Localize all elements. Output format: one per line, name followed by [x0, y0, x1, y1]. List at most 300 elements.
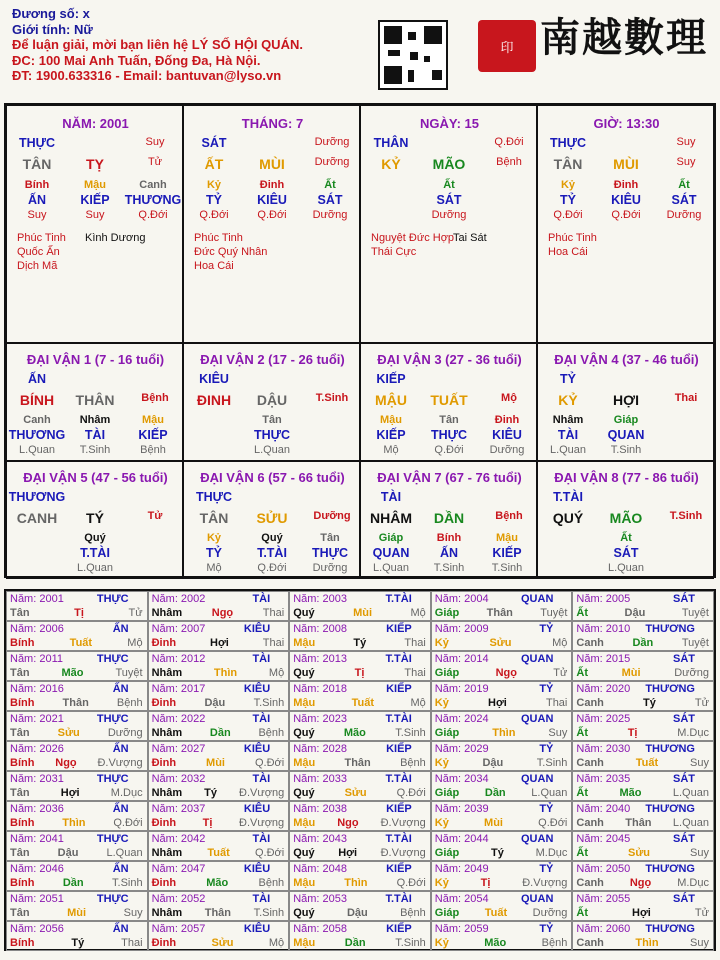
year-stem: Bính — [10, 757, 35, 769]
year-branch: Ngọ — [55, 757, 77, 769]
hidden-state: L.Quan — [76, 562, 114, 574]
year-cell[interactable] — [431, 771, 573, 801]
dai-van-cell[interactable] — [537, 343, 714, 461]
year-god: KIẾP — [386, 743, 412, 755]
year-branch: Dần — [484, 787, 506, 799]
hidden-stem: Mậu — [380, 414, 402, 426]
dai-van-title[interactable]: ĐẠI VẬN 6 (57 - 66 tuổi) — [200, 470, 345, 485]
pillar-cell — [537, 105, 714, 343]
year-cell[interactable] — [148, 861, 290, 891]
dai-van-state: Mộ — [501, 392, 517, 404]
dai-van-cell[interactable] — [360, 343, 537, 461]
dai-van-god: THỰC — [195, 490, 233, 504]
year-branch: Sửu — [211, 937, 234, 949]
year-label: Năm: 2013 — [293, 653, 347, 665]
year-cell[interactable] — [572, 711, 714, 741]
year-stem: Đinh — [151, 697, 177, 709]
year-god: THỰC — [96, 773, 129, 785]
year-state: Dưỡng — [107, 727, 143, 739]
year-god: KIÊU — [243, 683, 271, 695]
pillar-stem: KỶ — [381, 156, 401, 172]
hidden-state: Q.Đới — [434, 444, 464, 456]
hidden-god: SÁT — [436, 193, 462, 207]
pillar-stem: TÂN — [22, 156, 52, 172]
year-stem: Quý — [293, 607, 315, 619]
year-state: L.Quan — [672, 787, 709, 799]
year-label: Năm: 2010 — [576, 623, 631, 635]
year-state: Mộ — [410, 697, 426, 709]
year-branch: Dậu — [204, 697, 226, 709]
pillar-cell — [183, 105, 360, 343]
year-branch: Thìn — [213, 667, 238, 679]
year-cell[interactable] — [572, 741, 714, 771]
year-cell[interactable] — [572, 831, 714, 861]
year-stem: Mậu — [293, 697, 316, 709]
year-cell[interactable] — [289, 831, 431, 861]
hidden-stem: Tân — [439, 414, 459, 426]
year-cell[interactable] — [431, 921, 573, 951]
year-stem: Nhâm — [151, 907, 183, 919]
year-state: L.Quan — [106, 847, 143, 859]
year-god: KIÊU — [243, 623, 271, 635]
year-label: Năm: 2009 — [434, 623, 489, 635]
year-state: Tuyệt — [681, 607, 709, 619]
year-god: TÀI — [252, 773, 271, 785]
year-state: Dưỡng — [674, 667, 709, 679]
year-stem: Tân — [10, 787, 30, 799]
year-god: TÀI — [252, 833, 271, 845]
hidden-state: Dưỡng — [431, 209, 467, 221]
year-branch: Thìn — [492, 727, 516, 739]
year-label: Năm: 2037 — [151, 803, 206, 815]
year-cell[interactable] — [6, 831, 148, 861]
year-cell[interactable] — [572, 771, 714, 801]
hidden-god: TÀI — [84, 428, 106, 442]
dai-van-cell[interactable] — [6, 461, 183, 579]
year-branch: Thân — [204, 907, 232, 919]
year-label: Năm: 2030 — [576, 743, 631, 755]
year-stem: Kỷ — [434, 637, 449, 649]
pillar-title: GIỜ: 13:30 — [593, 116, 660, 131]
year-state: Đ.Vượng — [522, 877, 568, 889]
dai-van-branch: DẬU — [256, 392, 288, 408]
year-state: T.Sinh — [253, 907, 285, 919]
year-label: Năm: 2035 — [576, 773, 631, 785]
year-god: THƯƠNG — [645, 623, 695, 635]
dai-van-state: Tử — [147, 510, 163, 522]
year-state: Thai — [404, 667, 426, 679]
year-cell[interactable] — [6, 771, 148, 801]
year-label: Năm: 2024 — [434, 713, 489, 725]
hidden-state: L.Quan — [253, 444, 291, 456]
star-name: Phúc Tinh — [194, 232, 243, 244]
star-name: Phúc Tinh — [17, 232, 66, 244]
dai-van-branch: THÂN — [75, 392, 115, 408]
year-branch: Sửu — [489, 637, 512, 649]
hidden-stem: Ất — [443, 179, 455, 191]
year-state: Đ.Vượng — [239, 817, 285, 829]
year-cell[interactable] — [289, 711, 431, 741]
dai-van-title[interactable]: ĐẠI VẬN 4 (37 - 46 tuổi) — [554, 352, 699, 367]
year-cell[interactable] — [148, 771, 290, 801]
year-stem: Ất — [576, 847, 588, 859]
year-label: Năm: 2025 — [576, 713, 631, 725]
hidden-state: L.Quan — [372, 562, 410, 574]
year-state: Thai — [545, 697, 568, 709]
year-cell[interactable] — [431, 831, 573, 861]
hidden-god: T.TÀI — [257, 546, 287, 560]
year-god: SÁT — [672, 593, 695, 605]
year-cell[interactable] — [289, 771, 431, 801]
year-stem: Đinh — [151, 637, 177, 649]
year-stem: Ất — [576, 907, 588, 919]
year-stem: Kỷ — [434, 697, 449, 709]
year-state: Mộ — [268, 937, 285, 949]
year-cell[interactable] — [148, 741, 290, 771]
hidden-stem: Kỷ — [206, 532, 222, 544]
year-label: Năm: 2034 — [434, 773, 489, 785]
year-cell[interactable] — [431, 681, 573, 711]
gioi-label: Giới tính: Nữ — [12, 21, 93, 37]
so-label: Đương số: x — [12, 6, 90, 21]
pillar-branch: MÙI — [613, 156, 639, 172]
year-label: Năm: 2044 — [434, 833, 489, 845]
dai-van-god: THƯƠNG — [8, 490, 66, 504]
year-label: Năm: 2016 — [10, 683, 64, 695]
year-cell[interactable] — [572, 891, 714, 921]
year-label: Năm: 2023 — [293, 713, 347, 725]
year-state: L.Quan — [672, 817, 709, 829]
star-list-black — [453, 231, 487, 245]
year-stem: Ất — [576, 727, 588, 739]
pillar-god: THỰC — [18, 136, 56, 150]
year-stem: Mậu — [293, 817, 316, 829]
year-stem: Tân — [10, 667, 30, 679]
year-label: Năm: 2046 — [10, 863, 64, 875]
year-cell[interactable] — [6, 801, 148, 831]
year-cell[interactable] — [289, 921, 431, 951]
hidden-state: L.Quan — [549, 444, 587, 456]
year-state: Tuyệt — [681, 637, 709, 649]
dai-van-title[interactable]: ĐẠI VẬN 5 (47 - 56 tuổi) — [23, 470, 168, 485]
year-cell[interactable] — [6, 621, 148, 651]
year-cell[interactable] — [148, 831, 290, 861]
contact-line-2: ĐC: 100 Mai Anh Tuấn, Đống Đa, Hà Nội. — [12, 52, 261, 68]
year-branch: Tuất — [351, 697, 375, 709]
year-label: Năm: 2060 — [576, 923, 631, 935]
year-cell[interactable] — [572, 651, 714, 681]
year-cell[interactable] — [572, 681, 714, 711]
year-branch: Thân — [625, 817, 652, 829]
hidden-state: Suy — [27, 209, 47, 221]
year-label: Năm: 2028 — [293, 743, 347, 755]
year-label: Năm: 2020 — [576, 683, 631, 695]
dai-van-branch: TÝ — [86, 510, 104, 526]
year-cell[interactable] — [6, 681, 148, 711]
year-cell[interactable] — [431, 621, 573, 651]
year-stem: Canh — [576, 817, 604, 829]
year-cell[interactable] — [431, 591, 573, 621]
year-god: ẤN — [112, 803, 129, 815]
year-god: THỰC — [96, 713, 129, 725]
year-stem: Giáp — [434, 787, 460, 799]
year-state: Mộ — [268, 667, 285, 679]
year-label: Năm: 2052 — [151, 893, 206, 905]
dai-van-god: TỶ — [560, 372, 576, 386]
year-cell[interactable] — [289, 861, 431, 891]
dai-van-title[interactable]: ĐẠI VẬN 2 (17 - 26 tuổi) — [200, 352, 345, 367]
dai-van-cell[interactable] — [6, 343, 183, 461]
year-cell[interactable] — [431, 861, 573, 891]
dai-van-god: TÀI — [380, 490, 402, 504]
year-label: Năm: 2026 — [10, 743, 64, 755]
hidden-stem: Bính — [436, 532, 462, 544]
year-cell[interactable] — [6, 651, 148, 681]
hidden-state: Mộ — [383, 444, 399, 456]
year-cell[interactable] — [6, 861, 148, 891]
year-cell[interactable] — [148, 891, 290, 921]
year-cell[interactable] — [572, 921, 714, 951]
hidden-god: ẤN — [439, 546, 459, 560]
year-label: Năm: 2033 — [293, 773, 347, 785]
contact-line-3[interactable]: ĐT: 1900.633316 - Email: bantuvan@lyso.vn — [12, 68, 282, 83]
year-branch: Dậu — [57, 847, 79, 859]
pillar-branch-state: Suy — [676, 156, 696, 168]
year-stem: Bính — [10, 937, 35, 949]
year-branch: Dần — [209, 727, 231, 739]
hidden-god: TỶ — [206, 193, 222, 207]
year-label: Năm: 2011 — [10, 653, 63, 665]
year-god: T.TÀI — [385, 773, 412, 785]
year-god: QUAN — [521, 593, 554, 605]
year-table — [4, 589, 716, 951]
year-branch: Thìn — [344, 877, 368, 889]
year-state: Đ.Vượng — [239, 787, 285, 799]
hidden-state: Suy — [85, 209, 105, 221]
year-cell[interactable] — [6, 711, 148, 741]
year-branch: Tị — [354, 667, 365, 679]
year-state: Bệnh — [400, 757, 426, 769]
pillar-stem-state: Dưỡng — [314, 136, 350, 148]
year-cell[interactable] — [289, 591, 431, 621]
year-label: Năm: 2032 — [151, 773, 206, 785]
year-branch: Tý — [71, 937, 85, 949]
year-god: TỶ — [539, 623, 554, 635]
star-list-black — [85, 231, 145, 245]
hidden-god: KIẾP — [376, 428, 406, 442]
year-god: ẤN — [112, 923, 129, 935]
year-cell[interactable] — [572, 861, 714, 891]
year-cell[interactable] — [431, 801, 573, 831]
pillar-branch-state: Tử — [147, 156, 163, 168]
year-state: Q.Đới — [254, 847, 285, 859]
year-god: SÁT — [672, 893, 695, 905]
year-state: Tử — [694, 907, 709, 919]
year-cell[interactable] — [148, 681, 290, 711]
year-state: Q.Đới — [396, 787, 426, 799]
hidden-stem: Kỷ — [560, 179, 576, 191]
star-name: Thái Cực — [371, 246, 417, 258]
hidden-state: Mộ — [206, 562, 222, 574]
year-branch: Dần — [632, 637, 654, 649]
pillar-branch: MÙI — [259, 156, 285, 172]
dai-van-title[interactable]: ĐẠI VẬN 8 (77 - 86 tuổi) — [554, 470, 699, 485]
hidden-god: SÁT — [613, 546, 639, 560]
year-branch: Tị — [480, 877, 491, 889]
year-cell[interactable] — [289, 651, 431, 681]
year-cell[interactable] — [6, 741, 148, 771]
year-cell[interactable] — [148, 621, 290, 651]
year-cell[interactable] — [572, 801, 714, 831]
year-cell[interactable] — [6, 891, 148, 921]
dai-van-cell[interactable] — [360, 461, 537, 579]
dai-van-cell[interactable] — [183, 461, 360, 579]
year-cell[interactable] — [289, 741, 431, 771]
year-cell[interactable] — [148, 591, 290, 621]
hidden-god: THƯƠNG — [124, 193, 182, 207]
year-branch: Mão — [619, 787, 642, 799]
year-label: Năm: 2039 — [434, 803, 489, 815]
year-state: Suy — [690, 937, 709, 949]
year-state: Tử — [128, 607, 143, 619]
year-label: Năm: 2045 — [576, 833, 631, 845]
hidden-stem: Ất — [678, 179, 690, 191]
year-label: Năm: 2007 — [151, 623, 206, 635]
year-stem: Nhâm — [151, 607, 183, 619]
pillar-branch-state: Bệnh — [496, 156, 522, 168]
hidden-god: KIẾP — [492, 546, 522, 560]
year-state: T.Sinh — [395, 727, 426, 739]
year-state: L.Quan — [531, 787, 568, 799]
year-label: Năm: 2049 — [434, 863, 489, 875]
dai-van-cell[interactable] — [183, 343, 360, 461]
year-cell[interactable] — [289, 621, 431, 651]
hidden-stem: Đinh — [494, 414, 520, 426]
year-god: THƯƠNG — [645, 923, 695, 935]
year-god: THỰC — [96, 833, 129, 845]
year-state: Q.Đới — [396, 877, 426, 889]
year-cell[interactable] — [431, 651, 573, 681]
year-cell[interactable] — [6, 921, 148, 951]
year-stem: Ất — [576, 667, 588, 679]
year-cell[interactable] — [148, 711, 290, 741]
year-cell[interactable] — [431, 891, 573, 921]
year-cell[interactable] — [572, 591, 714, 621]
year-label: Năm: 2021 — [10, 713, 64, 725]
year-stem: Kỷ — [434, 937, 449, 949]
year-state: Thai — [262, 637, 285, 649]
year-stem: Nhâm — [151, 727, 183, 739]
pillar-cell — [360, 105, 537, 343]
year-cell[interactable] — [148, 801, 290, 831]
year-cell[interactable] — [148, 921, 290, 951]
year-label: Năm: 2015 — [576, 653, 631, 665]
year-branch: Mùi — [206, 757, 225, 769]
hidden-stem: Kỷ — [206, 179, 222, 191]
dai-van-title[interactable]: ĐẠI VẬN 3 (27 - 36 tuổi) — [377, 352, 522, 367]
year-stem: Tân — [10, 607, 30, 619]
year-cell[interactable] — [289, 891, 431, 921]
year-cell[interactable] — [148, 651, 290, 681]
year-stem: Mậu — [293, 937, 316, 949]
brand-title: 南越數理 — [540, 14, 708, 61]
dai-van-state: Bệnh — [495, 510, 523, 522]
star-list — [548, 231, 597, 259]
year-state: M.Dục — [110, 787, 143, 799]
year-branch: Sửu — [57, 727, 80, 739]
dai-van-title[interactable]: ĐẠI VẬN 1 (7 - 16 tuổi) — [26, 352, 165, 367]
year-stem: Canh — [576, 877, 604, 889]
year-branch: Dần — [62, 877, 84, 889]
hidden-stem: Mậu — [84, 179, 106, 191]
hidden-stem: Giáp — [613, 414, 639, 426]
year-label: Năm: 2058 — [293, 923, 347, 935]
dai-van-title[interactable]: ĐẠI VẬN 7 (67 - 76 tuổi) — [377, 470, 522, 485]
hidden-god: KIÊU — [611, 193, 641, 207]
year-branch: Mão — [343, 727, 366, 739]
dai-van-state: T.Sinh — [315, 392, 349, 404]
hidden-god: TÀI — [557, 428, 579, 442]
dai-van-stem: TÂN — [199, 510, 229, 526]
dai-van-cell[interactable] — [537, 461, 714, 579]
hidden-state: Dưỡng — [312, 209, 348, 221]
year-cell[interactable] — [431, 711, 573, 741]
hidden-stem: Đinh — [259, 179, 285, 191]
year-state: Bệnh — [541, 937, 568, 949]
year-cell[interactable] — [289, 801, 431, 831]
year-stem: Tân — [10, 847, 30, 859]
year-cell[interactable] — [6, 591, 148, 621]
year-god: KIẾP — [386, 623, 412, 635]
year-state: Bệnh — [400, 907, 426, 919]
year-label: Năm: 2040 — [576, 803, 631, 815]
year-branch: Hợi — [60, 787, 80, 799]
dai-van-god: T.TÀI — [553, 490, 583, 504]
year-state: T.Sinh — [253, 697, 285, 709]
year-label: Năm: 2006 — [10, 623, 64, 635]
year-stem: Tân — [10, 907, 30, 919]
year-god: TÀI — [252, 713, 271, 725]
qr-code-icon[interactable] — [378, 20, 448, 90]
hidden-state: Dưỡng — [666, 209, 702, 221]
year-branch: Tuất — [207, 847, 230, 859]
year-god: QUAN — [521, 713, 554, 725]
year-label: Năm: 2056 — [10, 923, 64, 935]
year-god: SÁT — [672, 833, 695, 845]
year-branch: Ngọ — [495, 667, 517, 679]
year-label: Năm: 2047 — [151, 863, 206, 875]
year-state: M.Dục — [535, 847, 568, 859]
chart-grid — [4, 103, 716, 578]
dai-van-branch: SỬU — [256, 510, 288, 526]
hidden-state: T.Sinh — [79, 444, 111, 456]
year-cell[interactable] — [431, 741, 573, 771]
year-branch: Mão — [484, 937, 507, 949]
year-god: KIÊU — [243, 863, 271, 875]
year-cell[interactable] — [572, 621, 714, 651]
dai-van-branch: MÃO — [609, 510, 643, 526]
year-label: Năm: 2055 — [576, 893, 631, 905]
star-name: Hoa Cái — [548, 246, 588, 258]
hidden-stem: Quý — [261, 532, 283, 544]
year-god: KIẾP — [386, 803, 412, 815]
year-god: TÀI — [252, 593, 271, 605]
hidden-state: Q.Đới — [611, 209, 641, 221]
year-god: TÀI — [252, 653, 271, 665]
year-stem: Giáp — [434, 607, 460, 619]
year-god: KIÊU — [243, 923, 271, 935]
year-cell[interactable] — [289, 681, 431, 711]
